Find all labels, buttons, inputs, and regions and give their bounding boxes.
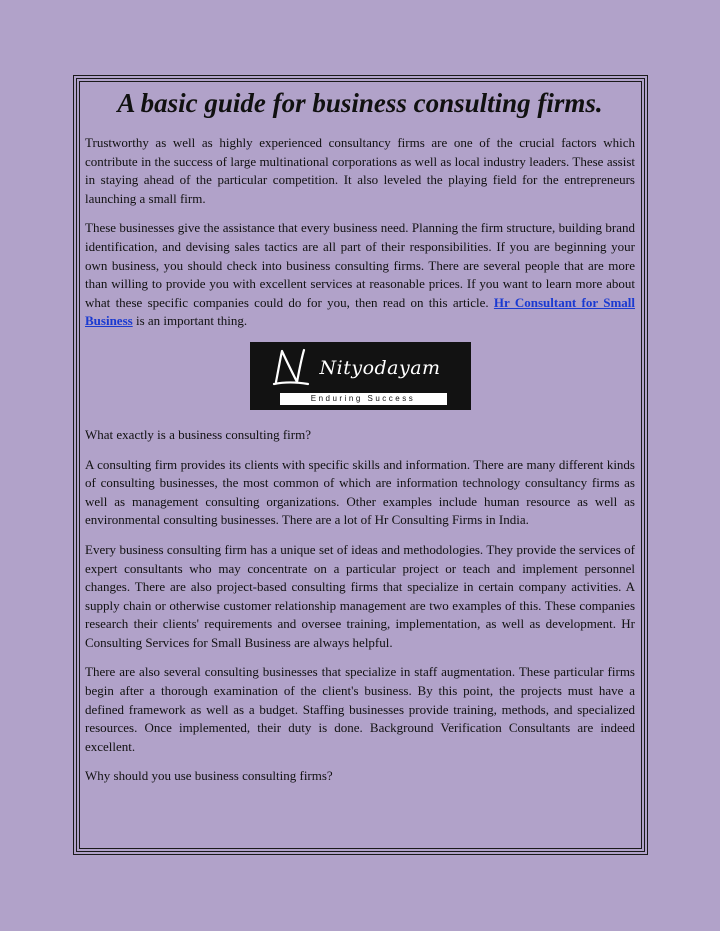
article	[85, 86, 635, 797]
paragraph-intro: Trustworthy as well as highly experienced consultancy firms are one of the crucial factors which contribute in the success of large multinational corporations as well as local industry leaders. These assist in staying ahead of the particular competition. It also leveled the playing field for the entrepreneurs launching a small firm.	[85, 135, 635, 206]
paragraph-assistance-tail: is an important thing.	[132, 313, 248, 329]
logo-container	[85, 342, 635, 410]
paragraph-consulting-firm: A consulting firm provides its clients with specific skills and information. There are many different kinds of consulting businesses, the most common of which are information technology consultancy firms as well as management consulting organizations. Other examples include human resource as well as environmental consulting businesses. There are a lot of Hr Consulting Firms in India.	[85, 456, 635, 528]
paragraph-methodologies: Every business consulting firm has a unique set of ideas and methodologies. They provide the services of expert consultants who may concentrate on a particular project or teach and implement personnel changes. There are also project-based consulting firms that specialize in certain company activities. A supply chain or otherwise customer relationship management are two examples of this. These companies research their clients' requirements and oversee training, implementation, as well as development. Hr Consulting Services for Small Business are always helpful.	[85, 541, 635, 650]
logo-n-mark-icon	[270, 346, 312, 388]
article-title: A basic guide for business consulting firms.	[117, 88, 603, 118]
question-what-is: What exactly is a business consulting firm?	[85, 426, 312, 442]
logo-wordmark: Nityodayam	[319, 356, 441, 379]
nityodayam-logo	[250, 342, 471, 410]
paragraph-staff-augmentation: There are also several consulting businesses that specialize in staff augmentation. These particular firms begin after a thorough examination of the client's business. By this point, the projects must have a defined framework as well as a budget. Staffing businesses provide training, methods, and specialized resources. Once implemented, their duty is done. Background Verification Consultants are indeed excellent.	[85, 664, 635, 754]
paragraph-assistance	[85, 219, 635, 331]
paragraph-assistance-text: These businesses give the assistance that every business need. Planning the firm structure, building brand identification, and devising sales tactics are all part of their responsibilities. If you are beginning your own business, you should check into business consulting firms. There are several people that are more than willing to provide you with excellent services at reasonable prices. If you want to learn more about what these specific companies could do for you, then read on this article.	[85, 220, 635, 310]
hr-consultant-link[interactable]: Hr Consultant for Small Business	[85, 294, 635, 329]
logo-tagline: Enduring Success	[280, 393, 447, 405]
question-why-use: Why should you use business consulting firms?	[85, 768, 333, 784]
